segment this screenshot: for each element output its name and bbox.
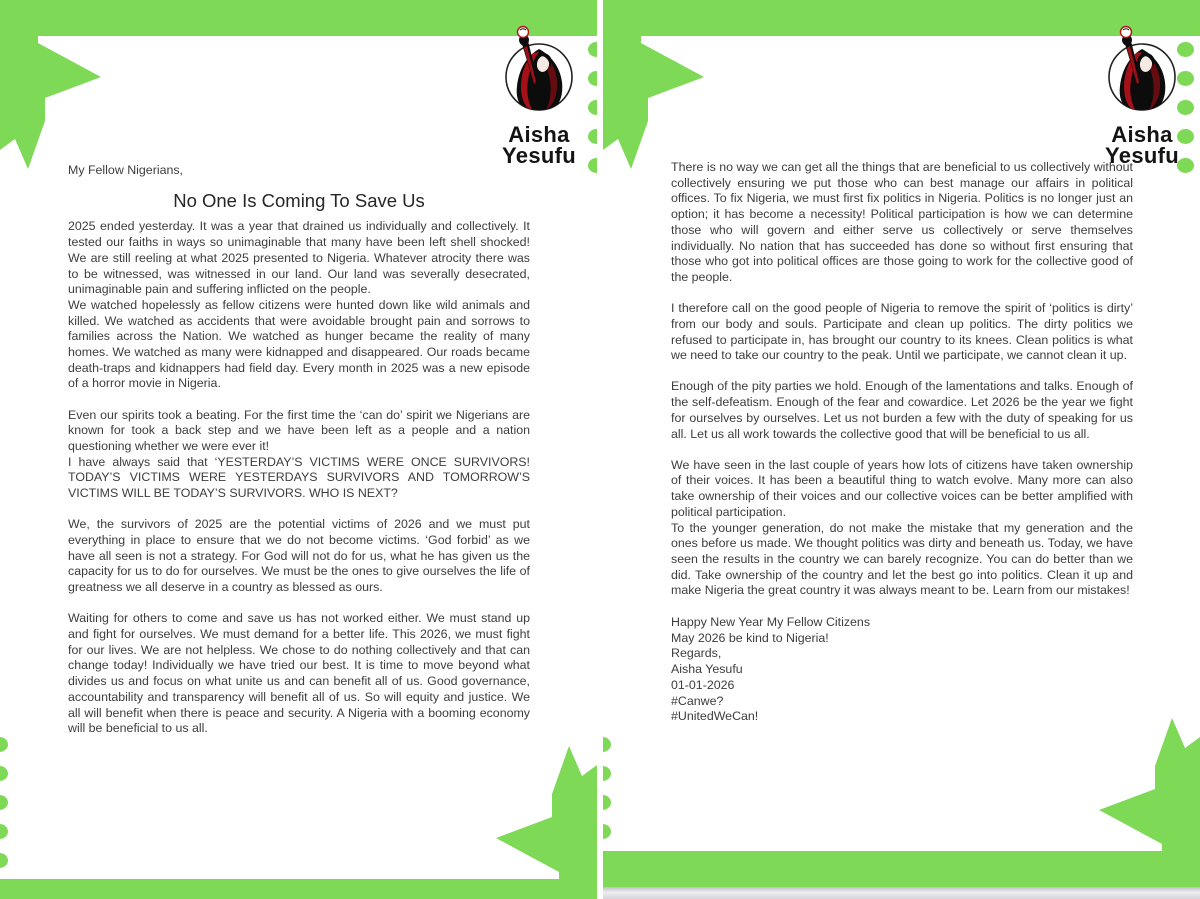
raised-fist-figure-icon xyxy=(1087,24,1197,124)
signoff-block xyxy=(671,615,1133,725)
paragraph: I therefore call on the good people of Nigeria to remove the spirit of ‘politics is dirty’ from our body and souls. Participate and clean up politics. The dirty politics we refused to participate in, has brought our country to its knees. Clean politics is what we need to take our country to the peak. Until we participate, we cannot clean it up. xyxy=(671,301,1133,363)
green-dot xyxy=(0,853,8,868)
signoff-line: May 2026 be kind to Nigeria! xyxy=(671,630,829,645)
brand-name-line1: Aisha xyxy=(1111,122,1173,147)
page-right xyxy=(603,0,1200,899)
paragraph: Even our spirits took a beating. For the first time the ‘can do’ spirit we Nigerians are known for took a back step and we have been left as a people and a nation questioning whether we were ever it! xyxy=(68,407,530,454)
paragraph: There is no way we can get all the things that are beneficial to us collectively without collectively ensuring we put those who can best manage our affairs in political offices. To fix Nigeria, we must first fix politics in Nigeria. Politics is no longer just an option; it has become a necessity! Political participation is how we can determine those who will govern and either serve us collectively or serve themselves individually. No nation that has succeeded has done so without first ensuring that those who got into political offices are those going to work for the collective good of the people. xyxy=(671,160,1133,284)
page-left xyxy=(0,0,597,899)
paragraph: We have seen in the last couple of years how lots of citizens have taken ownership of their voices. It has been a beautiful thing to watch evolve. Many more can also take ownership of their voices and our collective voices can be better amplified with political participation. xyxy=(671,457,1133,519)
green-dot xyxy=(603,766,611,781)
green-dot xyxy=(0,737,8,752)
brand-name-line2: Yesufu xyxy=(1105,143,1179,168)
brand-name-line2: Yesufu xyxy=(502,143,576,168)
paragraph: 2025 ended yesterday. It was a year that drained us individually and collectively. It tested our faiths in ways so unimaginable that many have been left shell shocked! We are still reeling at what 2025 presented to Nigeria. Whatever atrocity there was to be witnessed, was witnessed in our land. Our land was severally desecrated, unimaginable pain and suffering inflicted on the people. xyxy=(68,219,530,297)
letter-body-left xyxy=(68,163,530,753)
signoff-line: #Canwe? xyxy=(671,693,724,708)
paragraph-block xyxy=(68,611,530,737)
signoff-line: Regards, xyxy=(671,646,722,661)
paragraph: To the younger generation, do not make the mistake that my generation and the ones before us made. We thought politics was dirty and beneath us. Today, we have seen the results in the country we can barely recognize. You can do better than we did. Take ownership of the country and let the best go into politics. Clean it up and make Nigeria the great country it was always meant to be. Learn from our mistakes! xyxy=(671,520,1133,598)
green-arrow-banner-bottom xyxy=(603,717,1200,887)
green-arrow-banner-bottom xyxy=(0,745,597,899)
signoff-line: 01-01-2026 xyxy=(671,677,735,692)
signoff-line: Aisha Yesufu xyxy=(671,662,743,677)
paragraph-block xyxy=(671,379,1133,442)
green-dot xyxy=(0,766,8,781)
raised-fist-figure-icon xyxy=(484,24,594,124)
salutation: My Fellow Nigerians, xyxy=(68,163,183,177)
paragraph-block xyxy=(68,219,530,392)
green-dot xyxy=(603,824,611,839)
bottom-gray-bar xyxy=(603,887,1200,899)
paragraph-block xyxy=(671,458,1133,599)
paragraph: Waiting for others to come and save us has not worked either. We must stand up and fight for ourselves. We must demand for a better life. This 2026, we must fight for our lives. We are not helpless. We chose to do nothing collectively and that can change today! Individually we have tried our best. It is time to move beyond what divides us and focus on what unite us and can benefit all of us. Good governance, accountability and transparency will benefit all of us. So will equity and justice. We all will benefit when there is peace and security. A Nigeria with a booming economy will be beneficial to us all. xyxy=(68,611,530,736)
paragraph: Enough of the pity parties we hold. Enough of the lamentations and talks. Enough of the self-defeatism. Enough of the fear and cowardice. Let 2026 be the year we fight for ourselves by ourselves. Let us not burden a few with the duty of speaking for us all. Let us all work towards the collective good that will be beneficial to us all. xyxy=(671,379,1133,441)
aisha-yesufu-logo xyxy=(472,24,597,166)
green-dot xyxy=(603,737,611,752)
letter-body-right xyxy=(671,160,1133,725)
paragraph-block xyxy=(68,517,530,596)
signoff-line: Happy New Year My Fellow Citizens xyxy=(671,615,871,630)
green-dot xyxy=(0,824,8,839)
aisha-yesufu-logo xyxy=(1075,24,1200,166)
signoff-line: #UnitedWeCan! xyxy=(671,709,759,724)
paragraph-block xyxy=(671,160,1133,286)
paragraph: We watched hopelessly as fellow citizens were hunted down like wild animals and killed. We watched as accidents that were avoidable brought pain and sorrows to families across the Nation. We watched as hunger became the reality of many homes. We watched as many were kidnapped and disappeared. Our roads became death-traps and kidnappers had field day. Every month in 2025 was a new episode of a horror movie in Nigeria. xyxy=(68,297,530,391)
brand-name-line1: Aisha xyxy=(508,122,570,147)
paragraph: I have always said that ‘YESTERDAY’S VICTIMS WERE ONCE SURVIVORS! TODAY’S VICTIMS WERE YESTERDAYS SURVIVORS AND TOMORROW’S VICTIMS WILL BE TODAY’S SURVIVORS. WHO IS NEXT? xyxy=(68,454,530,501)
paragraph-block xyxy=(68,408,530,502)
letter-title: No One Is Coming To Save Us xyxy=(173,189,425,211)
paragraph-block xyxy=(671,301,1133,364)
paragraph: We, the survivors of 2025 are the potential victims of 2026 and we must put everything in place to ensure that we do not become victims. ‘God forbid’ as we have all seen is not a strategy. For God will not do for us, what he has given us the capacity for us to do for ourselves. We must be the ones to give ourselves the life of greatness we all deserve in a country as blessed as ours. xyxy=(68,517,530,595)
green-dot xyxy=(0,795,8,810)
green-dot xyxy=(603,795,611,810)
